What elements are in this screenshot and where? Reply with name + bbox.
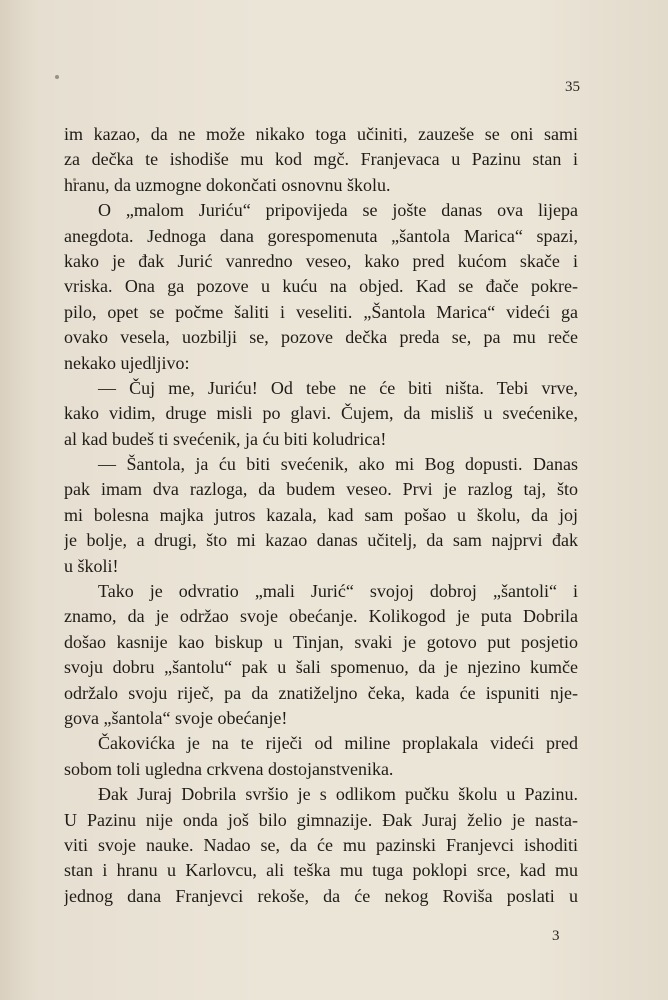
text-line: pak imam dva razloga, da budem veseo. Prvi je razlog taj, što — [64, 479, 578, 500]
text-line: hranu, da uzmogne dokončati osnovnu školu. — [64, 174, 391, 195]
text-line: održalo svoju riječ, pa da znatiželjno čeka, kada će ispuniti nje- — [64, 682, 578, 703]
text-line: vriska. Ona ga pozove u kuću na objed. Kad se đače pokre- — [64, 276, 578, 297]
printer-signature-mark: 3 — [552, 928, 560, 944]
text-line: znamo, da je održao svoje obećanje. Kolikogod je puta Dobrila — [64, 606, 578, 627]
text-line: stan i hranu u Karlovcu, ali teška mu tuga poklopi srce, kad mu — [64, 860, 578, 881]
text-line: kako vidim, druge misli po glavi. Čujem, da misliš u svećenike, — [64, 403, 578, 424]
text-line: je bolje, a drugi, što mi kazao danas učitelj, da sam najprvi đak — [64, 530, 578, 551]
text-line: kako je đak Jurić vanredno veseo, kako pred kućom skače i — [64, 250, 578, 271]
text-line: svoju dobru „šantolu“ pak u šali spomenuo, da je njezino kumče — [64, 657, 578, 678]
text-line: u školi! — [64, 555, 119, 576]
paper-speck — [55, 75, 59, 79]
text-line: za dečka te ishodiše mu kod mgč. Franjevaca u Pazinu stan i — [64, 149, 578, 170]
text-line: viti svoje nauke. Nadao se, da će mu pazinski Franjevci ishoditi — [64, 834, 578, 855]
text-line: — Čuj me, Juriću! Od tebe ne će biti ništa. Tebi vrve, — [98, 377, 578, 398]
text-line: pilo, opet se počme šaliti i veseliti. „Šantola Marica“ videći ga — [64, 301, 578, 322]
text-line: im kazao, da ne može nikako toga učiniti, zauzeše se oni sami — [64, 124, 578, 144]
text-line: O „malom Juriću“ pripovijeda se jošte danas ova lijepa — [98, 200, 578, 221]
text-line: ovako vesela, uozbilji se, pozove dečka preda se, pa mu reče — [64, 327, 578, 348]
text-line: mi bolesna majka jutros kazala, kad sam pošao u školu, da joj — [64, 504, 578, 525]
text-line: jednog dana Franjevci rekoše, da će nekog Roviša poslati u — [64, 885, 578, 906]
body-text — [64, 122, 578, 909]
page-number: 35 — [565, 79, 580, 95]
text-line: al kad budeš ti svećenik, ja ću biti koludrica! — [64, 428, 387, 449]
text-line: sobom toli ugledna crkvena dostojanstvenika. — [64, 758, 394, 779]
text-line: U Pazinu nije onda još bilo gimnazije. Đak Juraj želio je nasta- — [64, 809, 578, 830]
text-line: došao kasnije kao biskup u Tinjan, svaki je gotovo put posjetio — [64, 631, 578, 652]
text-line: Đak Juraj Dobrila svršio je s odlikom pučku školu u Pazinu. — [98, 784, 578, 805]
text-line: nekako ujedljivo: — [64, 352, 190, 373]
text-line: Čakovićka je na te riječi od miline proplakala videći pred — [98, 733, 578, 754]
text-line: — Šantola, ja ću biti svećenik, ako mi Bog dopusti. Danas — [98, 454, 578, 475]
text-line: gova „šantola“ svoje obećanje! — [64, 707, 288, 728]
text-line: Tako je odvratio „mali Jurić“ svojoj dobroj „šantoli“ i — [98, 581, 578, 602]
text-line: anegdota. Jednoga dana gorespomenuta „šantola Marica“ spazi, — [64, 225, 578, 246]
